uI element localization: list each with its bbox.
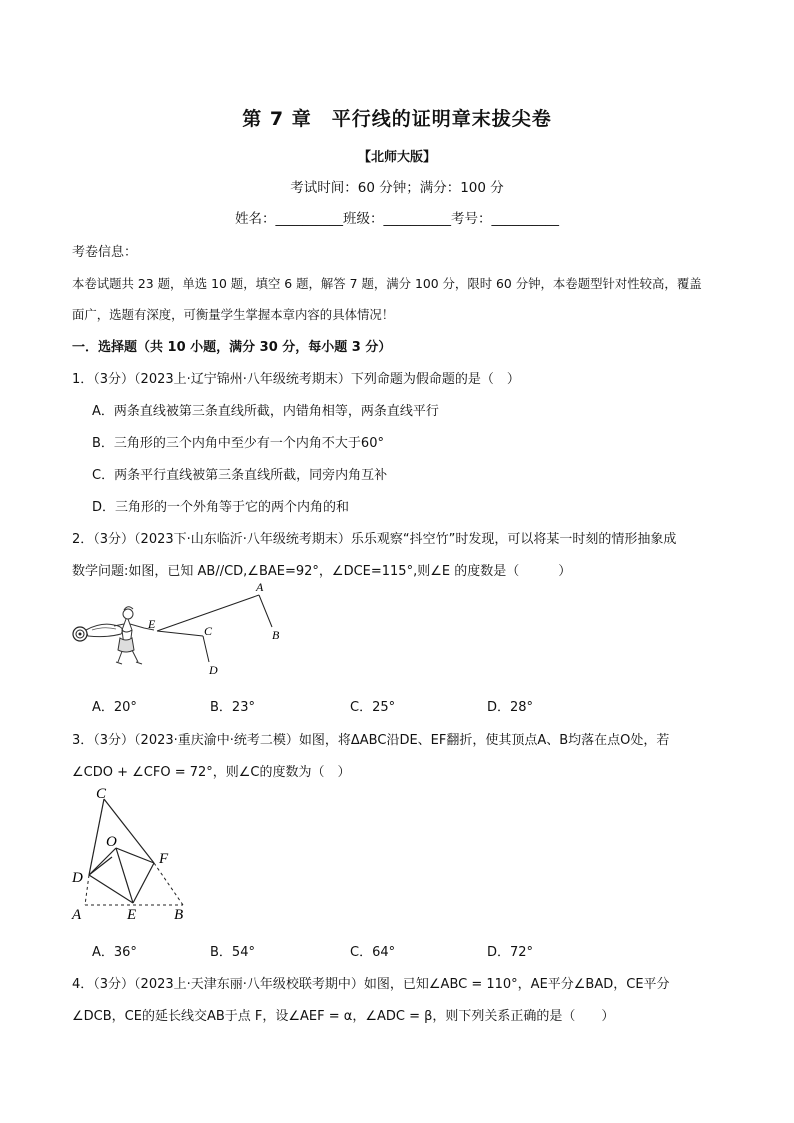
q3-segment-cd — [89, 799, 104, 875]
q3-choice-b: B．54° — [210, 945, 255, 960]
q3-label-c: C — [96, 787, 107, 802]
q1-stem: 1．（3分）（2023上·辽宁锦州·八年级统考期末）下列命题为假命题的是（ ） — [72, 372, 520, 387]
q3-label-b: B — [174, 907, 184, 923]
q3-segment-de — [89, 875, 133, 903]
q3-choice-d: D．72° — [487, 945, 534, 960]
page-title: 第 7 章 平行线的证明章末拔尖卷 — [242, 108, 552, 130]
q3-label-a: A — [72, 907, 82, 923]
q3-stem-line-2: ∠CDO + ∠CFO = 72°，则∠C的度数为（ ） — [72, 765, 351, 780]
q3-stem-line-1: 3．（3分）（2023·重庆渝中·统考二模）如图，将ΔABC沿DE、EF翻折，使其顶点A、B均落在点O处，若 — [72, 733, 670, 748]
q3-label-d: D — [72, 870, 83, 886]
performer-illustration — [114, 607, 154, 664]
diabolo-illustration — [73, 624, 122, 641]
q1-option-a: A．两条直线被第三条直线所截，内错角相等，两条直线平行 — [92, 404, 439, 419]
q3-dashed-fb — [154, 863, 183, 905]
student-fields: 姓名：__________班级：__________考号：__________ — [235, 211, 559, 227]
q2-segment-cd — [203, 636, 209, 662]
q2-label-e: E — [148, 617, 156, 631]
q2-figure — [66, 578, 296, 683]
q3-choice-a: A．36° — [92, 945, 137, 960]
q2-segment-ec — [157, 631, 203, 636]
q4-stem-line-2: ∠DCB，CE的延长线交AB于点 F，设∠AEF = α，∠ADC = β，则下列关系正确的是（ ） — [72, 1009, 615, 1024]
edition-label: 【北师大版】 — [357, 150, 436, 165]
q3-segment-oe — [116, 848, 133, 903]
section-heading: 一．选择题（共 10 小题，满分 30 分，每小题 3 分） — [72, 340, 392, 355]
q2-choice-a: A．20° — [92, 700, 137, 715]
q3-dashed-da — [85, 875, 89, 905]
q3-label-f: F — [159, 851, 169, 867]
q3-choice-c: C．64° — [350, 945, 396, 960]
q3-segment-ef — [133, 863, 154, 903]
q1-option-c: C．两条平行直线被第三条直线所截，同旁内角互补 — [92, 468, 388, 483]
exam-info: 考试时间：60 分钟；满分：100 分 — [290, 180, 504, 196]
q2-stem-line-2: 数学问题:如图，已知 AB//CD,∠BAE=92°，∠DCE=115°,则∠E 的度数是（ ） — [72, 564, 572, 579]
q2-choice-d: D．28° — [487, 700, 534, 715]
q4-stem-line-1: 4．（3分）（2023上·天津东丽·八年级校联考期中）如图，已知∠ABC = 110°，AE平分∠BAD，CE平分 — [72, 977, 670, 992]
q2-choice-c: C．25° — [350, 700, 396, 715]
q3-label-o: O — [106, 834, 117, 850]
q2-choice-b: B．23° — [210, 700, 255, 715]
q2-stem-line-1: 2．（3分）（2023下·山东临沂·八年级统考期末）乐乐观察“抖空竹”时发现，可以将某一时刻的情形抽象成 — [72, 532, 677, 547]
q3-figure — [66, 787, 196, 923]
q2-label-a: A — [256, 580, 264, 594]
q2-segment-ab — [259, 595, 272, 627]
info-label: 考卷信息： — [72, 245, 138, 260]
q3-label-e: E — [127, 907, 137, 923]
q1-option-d: D．三角形的一个外角等于它的两个内角的和 — [92, 500, 350, 515]
q1-option-b: B．三角形的三个内角中至少有一个内角不大于60° — [92, 436, 384, 451]
info-line-1: 本卷试题共 23 题，单选 10 题，填空 6 题，解答 7 题，满分 100 分，限时 60 分钟，本卷题型针对性较高，覆盖 — [72, 276, 702, 291]
q2-label-c: C — [204, 624, 213, 638]
info-line-2: 面广，选题有深度，可衡量学生掌握本章内容的具体情况！ — [72, 307, 395, 322]
q2-label-d: D — [209, 663, 218, 677]
q2-label-b: B — [272, 628, 280, 642]
